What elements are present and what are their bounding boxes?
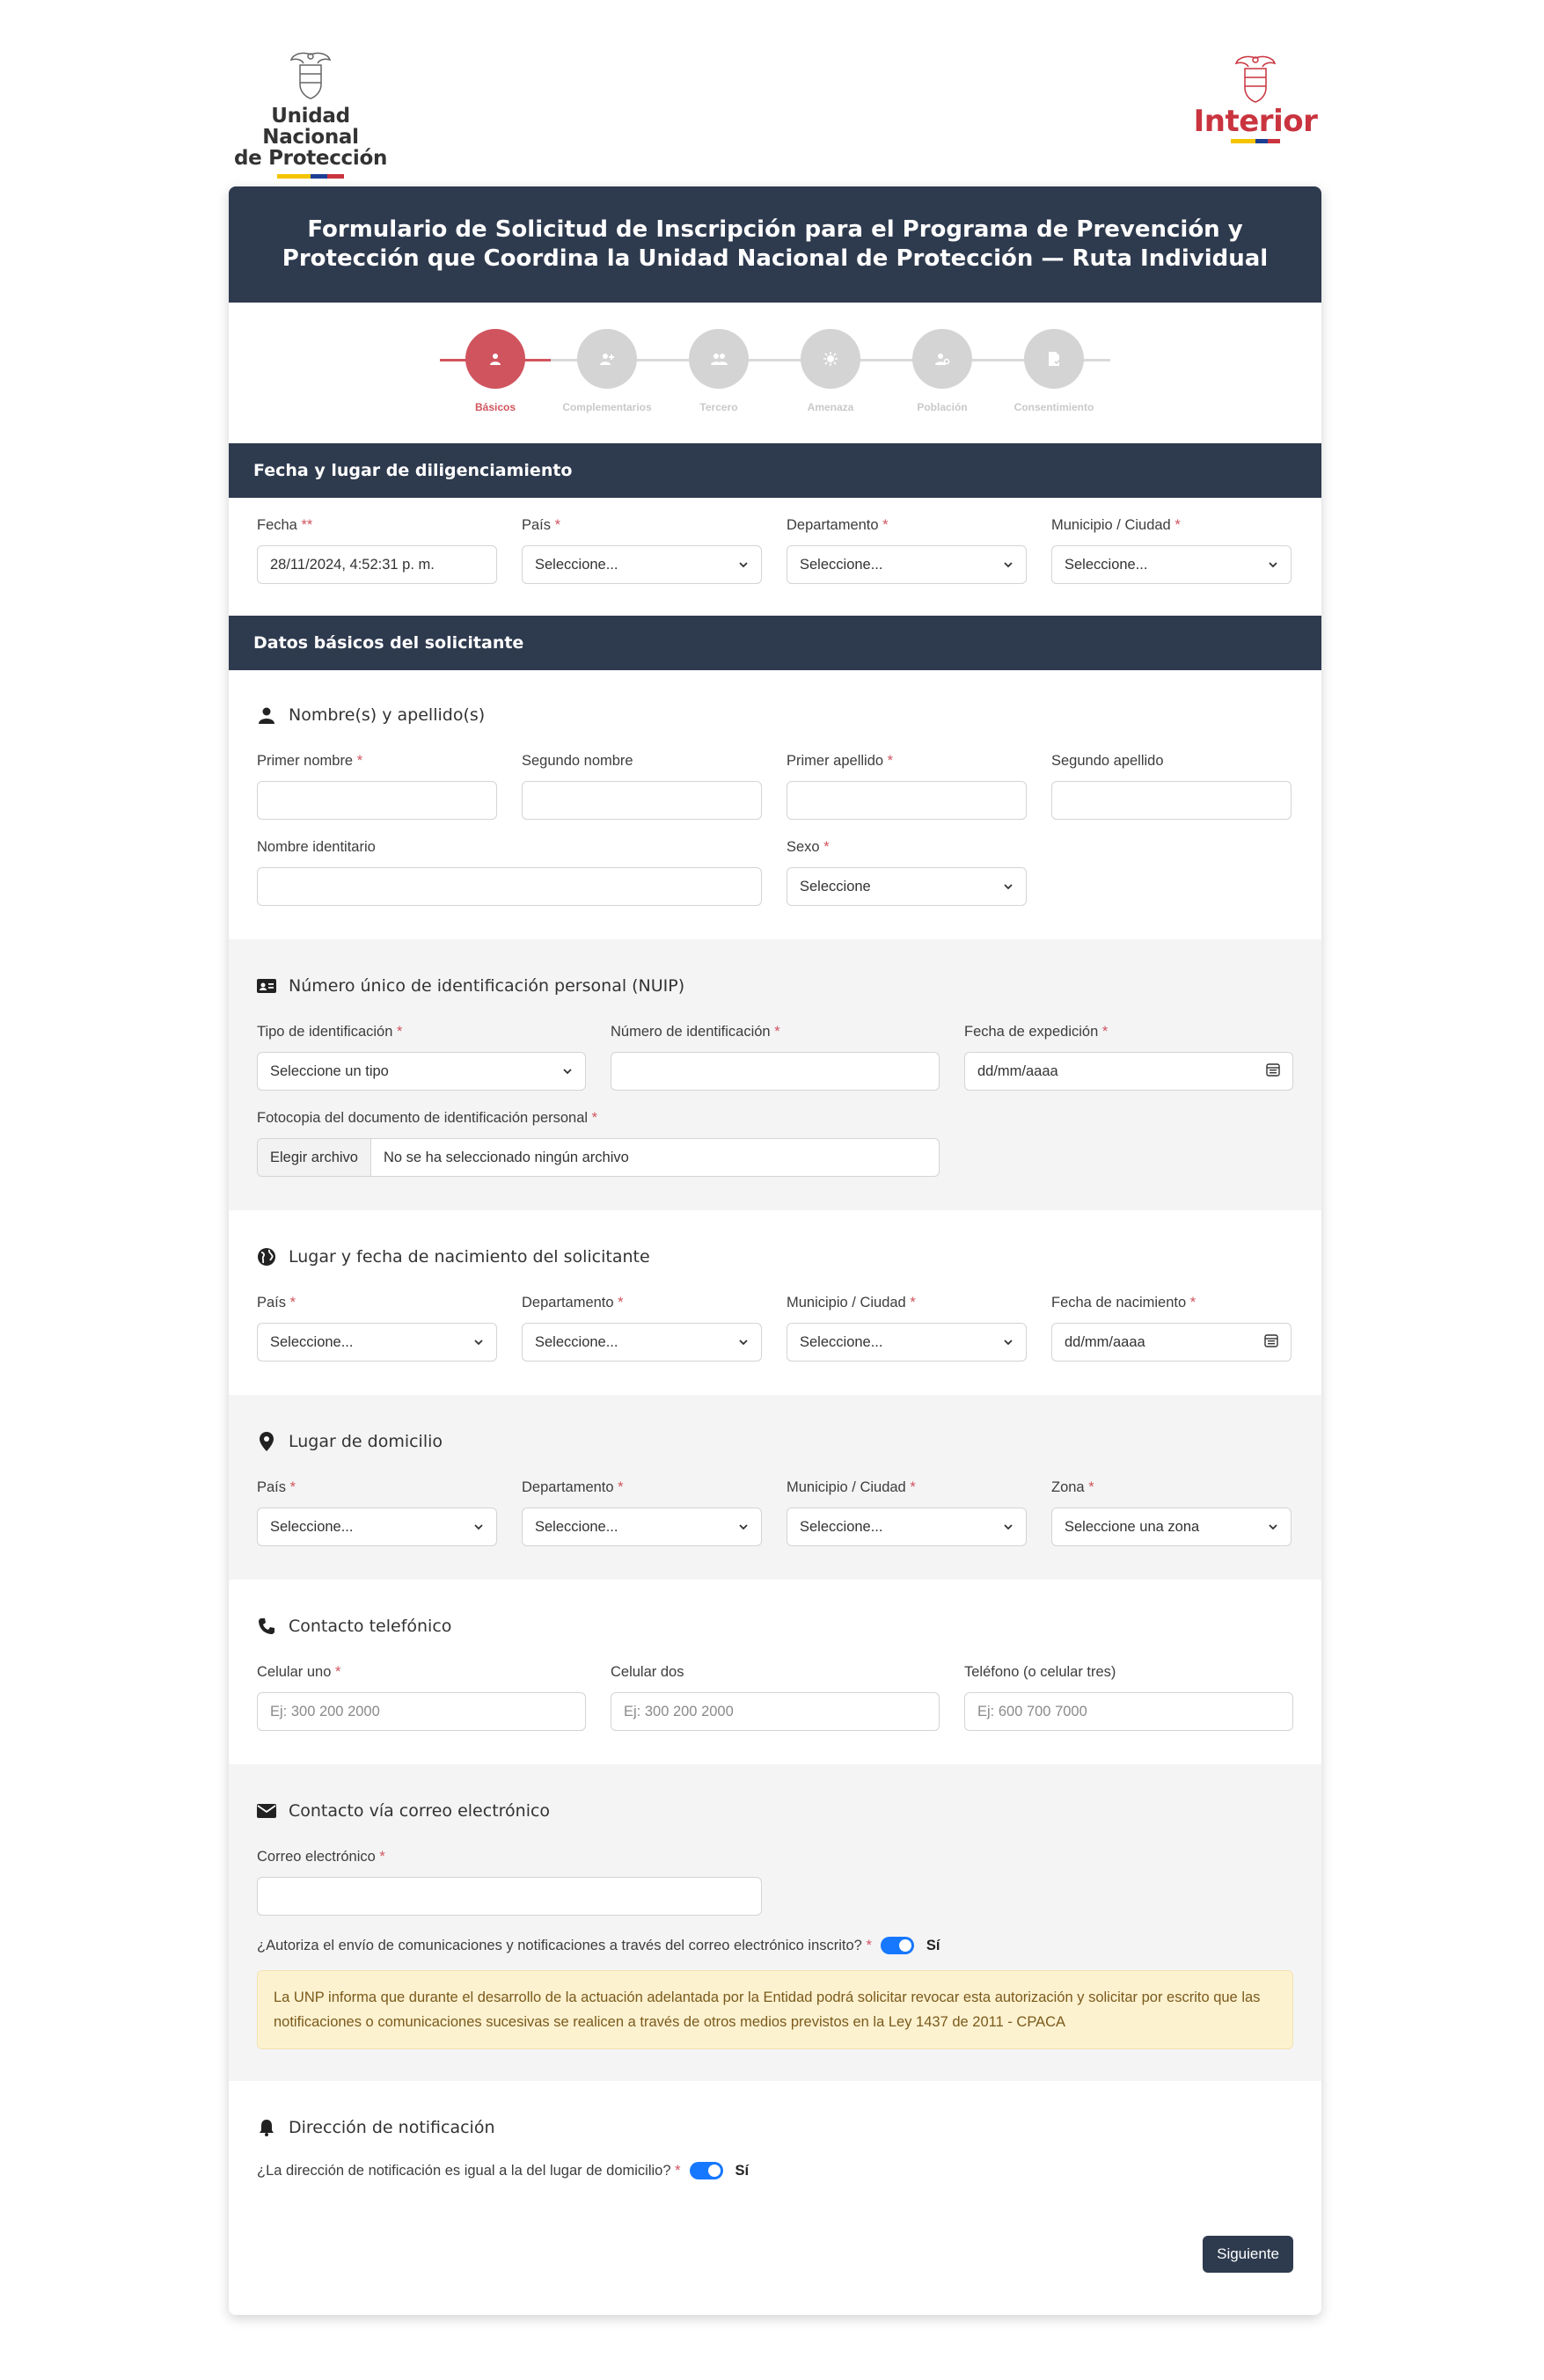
id-card-icon xyxy=(257,976,276,996)
step-label: Básicos xyxy=(474,401,516,413)
field-pais xyxy=(522,515,762,584)
user-gear-icon xyxy=(912,329,972,389)
field-label: Municipio / Ciudad * xyxy=(1051,517,1181,533)
field-label: Celular dos xyxy=(611,1664,684,1680)
envelope-icon xyxy=(257,1801,276,1821)
field-label: Primer apellido * xyxy=(787,753,894,769)
field-label: Primer nombre * xyxy=(257,753,363,769)
field-nac-fecha xyxy=(1051,1293,1292,1362)
primer-apellido-input[interactable] xyxy=(787,781,1027,820)
tipo-identificacion-select[interactable]: Seleccione un tipo xyxy=(257,1052,586,1091)
notificacion-state: Sí xyxy=(735,2162,750,2179)
field-nombre-identitario xyxy=(257,837,762,906)
section-banner-fecha-lugar: Fecha y lugar de diligenciamiento xyxy=(229,443,1321,498)
fecha-expedicion-input[interactable]: dd/mm/aaaa xyxy=(964,1052,1293,1091)
field-primer-apellido xyxy=(787,751,1027,820)
field-fecha-expedicion xyxy=(964,1022,1293,1091)
field-nac-pais xyxy=(257,1293,497,1362)
unp-logo-line1: Unidad Nacional xyxy=(262,105,359,149)
user-icon xyxy=(465,329,525,389)
zona-select[interactable]: Seleccione una zona xyxy=(1051,1508,1292,1546)
chevron-down-icon xyxy=(1268,559,1278,570)
colombia-crest-icon xyxy=(1231,53,1280,106)
autoriza-toggle[interactable] xyxy=(881,1937,914,1954)
alert-burst-icon xyxy=(801,329,860,389)
calendar-icon[interactable] xyxy=(1264,1333,1278,1352)
step-label: Amenaza xyxy=(807,401,854,413)
field-dom-pais xyxy=(257,1478,497,1546)
correo-input[interactable] xyxy=(257,1877,762,1916)
globe-icon xyxy=(257,1247,276,1267)
nac-municipio-select[interactable]: Seleccione... xyxy=(787,1323,1027,1362)
form-title: Formulario de Solicitud de Inscripción para el Programa de Prevención y Protección que Coordina la Unidad Nacional de Protección — Ruta Individual xyxy=(282,216,1269,272)
field-tipo-identificacion xyxy=(257,1022,586,1091)
field-label: País * xyxy=(257,1295,296,1310)
field-segundo-apellido xyxy=(1051,751,1292,820)
chevron-down-icon xyxy=(562,1066,573,1077)
field-label: Tipo de identificación * xyxy=(257,1024,403,1040)
section-nombres xyxy=(229,670,1321,939)
chevron-down-icon xyxy=(1268,1522,1278,1532)
field-label: Fecha de expedición * xyxy=(964,1024,1109,1040)
field-celular-dos xyxy=(611,1662,940,1731)
section-nuip xyxy=(229,939,1321,1210)
field-label: Departamento * xyxy=(787,517,889,533)
section-nacimiento xyxy=(229,1210,1321,1395)
dom-pais-select[interactable]: Seleccione... xyxy=(257,1508,497,1546)
subsection-title: Contacto vía correo electrónico xyxy=(257,1798,1293,1824)
file-name: No se ha seleccionado ningún archivo xyxy=(383,1149,629,1165)
dom-municipio-select[interactable]: Seleccione... xyxy=(787,1508,1027,1546)
field-telefono xyxy=(964,1662,1293,1731)
section-domicilio xyxy=(229,1395,1321,1580)
form-card xyxy=(229,186,1321,2315)
subsection-title: Lugar y fecha de nacimiento del solicitante xyxy=(257,1244,1293,1270)
pais-select[interactable]: Seleccione... xyxy=(522,545,762,584)
field-segundo-nombre xyxy=(522,751,762,820)
segundo-nombre-input[interactable] xyxy=(522,781,762,820)
autoriza-toggle-row: ¿Autoriza el envío de comunicaciones y notificaciones a través del correo electrónico inscrito? * Sí xyxy=(257,1937,940,1953)
step-complementarios[interactable] xyxy=(554,329,660,413)
section-notificacion xyxy=(229,2081,1321,2301)
interior-logo xyxy=(1189,53,1321,143)
step-label: Población xyxy=(917,401,968,413)
chevron-down-icon xyxy=(1003,1337,1013,1347)
field-label: Segundo apellido xyxy=(1051,753,1164,769)
field-label: Correo electrónico * xyxy=(257,1849,385,1865)
field-dom-departamento xyxy=(522,1478,762,1546)
field-dom-zona xyxy=(1051,1478,1292,1546)
form-header xyxy=(229,186,1321,303)
field-label: Departamento * xyxy=(522,1479,624,1495)
field-primer-nombre xyxy=(257,751,497,820)
field-label: País * xyxy=(257,1479,296,1495)
step-label: Complementarios xyxy=(562,401,652,413)
field-departamento xyxy=(787,515,1027,584)
field-label: Municipio / Ciudad * xyxy=(787,1479,916,1495)
next-button[interactable]: Siguiente xyxy=(1203,2236,1293,2273)
user-plus-icon xyxy=(577,329,637,389)
section-telefono xyxy=(229,1580,1321,1764)
chevron-down-icon xyxy=(738,559,749,570)
celular-uno-input[interactable]: Ej: 300 200 2000 xyxy=(257,1692,586,1731)
field-label: Fotocopia del documento de identificación personal * xyxy=(257,1110,598,1126)
chevron-down-icon xyxy=(1003,1522,1013,1532)
field-fotocopia xyxy=(257,1108,940,1177)
numero-identificacion-input[interactable] xyxy=(611,1052,940,1091)
nac-pais-select[interactable]: Seleccione... xyxy=(257,1323,497,1362)
colombia-crest-icon xyxy=(286,49,335,102)
step-poblacion[interactable] xyxy=(889,329,995,413)
fecha-nacimiento-input[interactable]: dd/mm/aaaa xyxy=(1051,1323,1292,1362)
chevron-down-icon xyxy=(738,1337,749,1347)
unp-logo xyxy=(227,49,394,179)
field-celular-uno xyxy=(257,1662,586,1731)
chevron-down-icon xyxy=(1003,881,1013,892)
chevron-down-icon xyxy=(1003,559,1013,570)
municipio-select[interactable]: Seleccione... xyxy=(1051,545,1292,584)
field-municipio xyxy=(1051,515,1292,584)
stepper xyxy=(229,303,1321,443)
step-label: Tercero xyxy=(699,401,738,413)
step-consentimiento[interactable] xyxy=(1001,329,1107,413)
nombre-identitario-input[interactable] xyxy=(257,867,762,906)
autoriza-state: Sí xyxy=(926,1937,940,1953)
step-basicos[interactable] xyxy=(443,329,548,413)
field-sexo xyxy=(787,837,1027,906)
sexo-select[interactable]: Seleccione xyxy=(787,867,1027,906)
subsection-title: Contacto telefónico xyxy=(257,1613,1293,1639)
users-icon xyxy=(689,329,749,389)
section-correo xyxy=(229,1764,1321,2081)
map-pin-icon xyxy=(257,1432,276,1451)
field-numero-identificacion xyxy=(611,1022,940,1091)
interior-logo-text: Interior xyxy=(1193,104,1318,139)
field-label: Sexo * xyxy=(787,839,830,855)
section-banner-datos-basicos: Datos básicos del solicitante xyxy=(229,616,1321,670)
fecha-input[interactable]: 28/11/2024, 4:52:31 p. m. xyxy=(257,545,497,584)
field-label: Zona * xyxy=(1051,1479,1094,1495)
field-label: Celular uno * xyxy=(257,1664,341,1680)
field-dom-municipio xyxy=(787,1478,1027,1546)
field-label: Municipio / Ciudad * xyxy=(787,1295,916,1310)
field-fecha xyxy=(257,515,497,584)
chevron-down-icon xyxy=(738,1522,749,1532)
step-amenaza[interactable] xyxy=(778,329,883,413)
document-check-icon xyxy=(1024,329,1084,389)
celular-dos-input[interactable]: Ej: 300 200 2000 xyxy=(611,1692,940,1731)
field-nac-municipio xyxy=(787,1293,1027,1362)
choose-file-button[interactable]: Elegir archivo xyxy=(258,1139,371,1176)
notificacion-toggle[interactable] xyxy=(690,2162,723,2179)
autoriza-label: ¿Autoriza el envío de comunicaciones y notificaciones a través del correo electrónico inscrito? xyxy=(257,1937,862,1953)
notificacion-toggle-row: ¿La dirección de notificación es igual a la del lugar de domicilio? * Sí xyxy=(257,2162,750,2179)
file-input[interactable] xyxy=(257,1138,940,1177)
unp-logo-line2: de Protección xyxy=(233,147,388,170)
user-icon xyxy=(257,705,276,725)
bell-icon xyxy=(257,2118,276,2137)
field-label: Número de identificación * xyxy=(611,1024,780,1040)
field-label: Segundo nombre xyxy=(522,753,633,769)
flag-stripe xyxy=(1231,139,1280,143)
primer-nombre-input[interactable] xyxy=(257,781,497,820)
flag-stripe xyxy=(277,174,344,179)
step-tercero[interactable] xyxy=(666,329,772,413)
section-fecha-lugar xyxy=(229,498,1321,616)
subsection-title: Nombre(s) y apellido(s) xyxy=(257,702,1293,728)
chevron-down-icon xyxy=(473,1337,484,1347)
field-label: Fecha de nacimiento * xyxy=(1051,1295,1196,1310)
telefono-input[interactable]: Ej: 600 700 7000 xyxy=(964,1692,1293,1731)
calendar-icon[interactable] xyxy=(1266,1062,1280,1081)
step-label: Consentimiento xyxy=(1013,401,1094,413)
phone-icon xyxy=(257,1617,276,1636)
subsection-title: Número único de identificación personal (NUIP) xyxy=(257,973,1293,999)
field-label: País * xyxy=(522,517,561,533)
nac-departamento-select[interactable]: Seleccione... xyxy=(522,1323,762,1362)
field-label: Nombre identitario xyxy=(257,839,376,855)
dom-departamento-select[interactable]: Seleccione... xyxy=(522,1508,762,1546)
notificacion-label: ¿La dirección de notificación es igual a la del lugar de domicilio? xyxy=(257,2162,671,2179)
field-nac-departamento xyxy=(522,1293,762,1362)
segundo-apellido-input[interactable] xyxy=(1051,781,1292,820)
field-correo xyxy=(257,1847,762,1916)
departamento-select[interactable]: Seleccione... xyxy=(787,545,1027,584)
chevron-down-icon xyxy=(473,1522,484,1532)
subsection-title: Dirección de notificación xyxy=(257,2114,1293,2141)
warning-alert: La UNP informa que durante el desarrollo de la actuación adelantada por la Entidad podrá solicitar revocar esta autorización y solicitar por escrito que las notificaciones o comunicaciones sucesivas se realicen a través de otros medios previstos en la Ley 1437 de 2011 - CPACA xyxy=(257,1970,1293,2049)
field-label: Teléfono (o celular tres) xyxy=(964,1664,1116,1680)
field-label: Fecha ** xyxy=(257,517,313,533)
field-label: Departamento * xyxy=(522,1295,624,1310)
subsection-title: Lugar de domicilio xyxy=(257,1428,1293,1455)
